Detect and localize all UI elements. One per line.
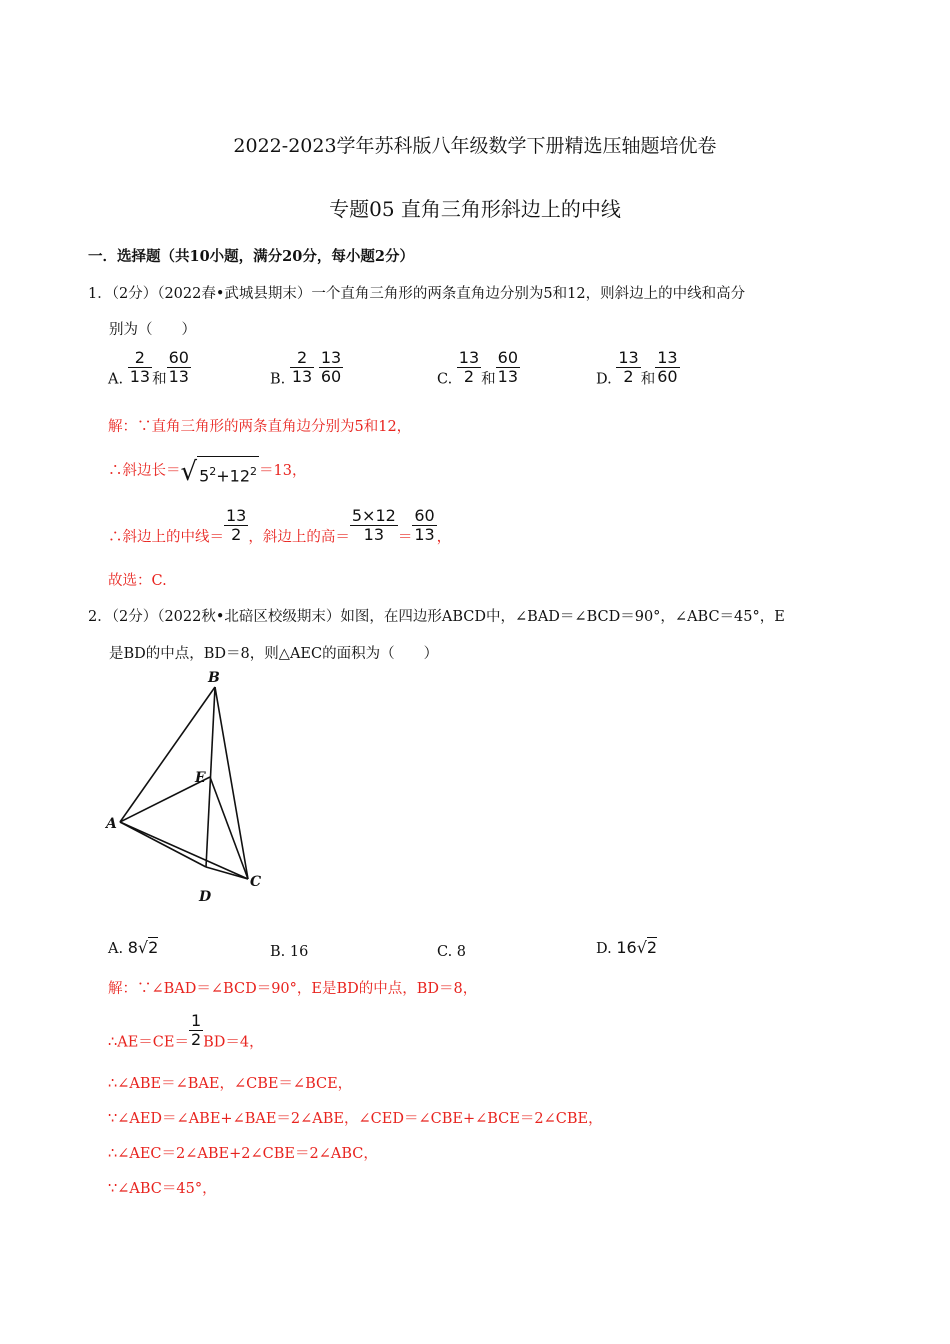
radicand <box>197 456 259 489</box>
fraction <box>319 349 343 386</box>
q2-solution-line6: ∵∠ABC＝45°， <box>108 1181 217 1197</box>
fraction <box>224 507 248 544</box>
segment-ab <box>120 687 215 822</box>
page-subtitle: 专题05 直角三角形斜边上的中线 <box>329 197 621 221</box>
fraction <box>189 1012 203 1049</box>
q2-option-d[interactable] <box>596 938 657 957</box>
q2-stem-line2: 是BD的中点，BD＝8，则△AEC的面积为（ ） <box>109 646 439 662</box>
option-value: 16 <box>289 944 309 960</box>
segment-ac <box>120 822 248 879</box>
q2-option-a[interactable] <box>108 938 158 957</box>
radical-sign: √ <box>137 938 149 957</box>
fraction <box>496 349 520 386</box>
numerator: 60 <box>414 506 435 525</box>
q1-stem-line2: 别为（ ） <box>109 322 196 338</box>
denominator: 60 <box>320 367 342 386</box>
denominator: 13 <box>129 367 151 386</box>
option-value: 8 <box>456 944 467 960</box>
numerator: 2 <box>128 349 152 368</box>
quadrilateral-figure <box>100 665 270 905</box>
denominator: 60 <box>657 367 678 386</box>
q2-option-b[interactable] <box>270 944 308 960</box>
option-letter: B. <box>270 371 286 388</box>
coefficient: 8 <box>127 938 138 957</box>
page-title: 2022-2023学年苏科版八年级数学下册精选压轴题培优卷 <box>233 135 717 157</box>
segment-bc <box>215 687 248 879</box>
radical-expression <box>616 937 657 957</box>
denominator: 2 <box>231 525 242 544</box>
text: ，斜边上的高＝ <box>248 529 350 546</box>
text: BD＝4， <box>203 1034 264 1051</box>
exponent: 2 <box>250 464 258 478</box>
q1-option-c[interactable] <box>437 349 520 389</box>
numerator: 13 <box>657 348 678 367</box>
denominator: 13 <box>363 525 385 544</box>
q2-option-c[interactable] <box>437 944 466 960</box>
label-e: E <box>195 770 206 786</box>
option-letter: D. <box>596 941 612 957</box>
numerator: 13 <box>458 348 480 367</box>
q1-solution-line2 <box>108 453 306 489</box>
numerator: 1 <box>190 1011 202 1030</box>
fraction <box>350 507 398 544</box>
and-word: 和 <box>481 371 496 388</box>
denominator: 13 <box>291 367 313 386</box>
radical-expression <box>128 937 159 957</box>
radical-sign: √ <box>180 457 198 487</box>
fraction <box>412 507 436 544</box>
q1-option-d[interactable] <box>596 349 680 389</box>
and-word: 和 <box>640 371 656 388</box>
q1-solution-line4: 故选：C. <box>108 573 167 589</box>
numerator: 60 <box>168 348 189 367</box>
radicand: 2 <box>646 938 658 957</box>
section-heading: 一．选择题（共10小题，满分20分，每小题2分） <box>88 248 414 265</box>
text: ∴斜边长＝ <box>108 463 181 479</box>
q2-solution-line1: 解：∵∠BAD＝∠BCD＝90°，E是BD的中点，BD＝8， <box>108 981 478 997</box>
q1-solution-line3 <box>108 507 451 547</box>
fraction <box>128 349 152 386</box>
fraction <box>457 349 481 386</box>
numerator: 60 <box>497 348 519 367</box>
numerator: 13 <box>618 348 639 367</box>
option-letter: C. <box>437 371 453 388</box>
q2-solution-line3: ∴∠ABE＝∠BAE，∠CBE＝∠BCE， <box>108 1076 353 1092</box>
denominator: 2 <box>623 367 634 386</box>
radical-sign: √ <box>636 938 647 957</box>
option-letter: D. <box>596 371 612 388</box>
q2-solution-line4: ∵∠AED＝∠ABE+∠BAE＝2∠ABE，∠CED＝∠CBE+∠BCE＝2∠CBE， <box>108 1111 603 1127</box>
option-letter: C. <box>437 944 453 960</box>
denominator: 2 <box>463 367 475 386</box>
fraction <box>290 349 314 386</box>
text: ＝13， <box>259 463 307 479</box>
numerator: 5×12 <box>351 506 396 525</box>
numerator: 13 <box>226 506 247 525</box>
denominator: 13 <box>168 367 189 386</box>
denominator: 13 <box>414 525 435 544</box>
label-d: D <box>199 889 212 905</box>
fraction <box>167 349 191 386</box>
text: ∴AE＝CE＝ <box>108 1034 189 1051</box>
label-a: A <box>106 816 117 832</box>
denominator: 2 <box>190 1030 202 1049</box>
segment-ec <box>210 777 248 879</box>
q2-solution-line5: ∴∠AEC＝2∠ABE+2∠CBE＝2∠ABC， <box>108 1146 378 1162</box>
numerator: 2 <box>290 349 314 368</box>
coefficient: 16 <box>616 938 637 957</box>
segment-ad <box>120 822 206 867</box>
q2-stem-line1: 2．（2分）（2022秋•北碚区校级期末）如图，在四边形ABCD中，∠BAD＝∠BCD＝90°，∠ABC＝45°，E <box>88 609 785 625</box>
label-c: C <box>250 874 262 890</box>
denominator: 13 <box>497 367 519 386</box>
text: ＝ <box>397 529 413 546</box>
label-b: B <box>208 670 220 686</box>
numerator: 13 <box>320 348 342 367</box>
and-word: 和 <box>152 371 167 388</box>
radicand: 2 <box>148 938 159 957</box>
fraction <box>616 349 640 386</box>
text: ∴斜边上的中线＝ <box>108 529 224 546</box>
exponent: 2 <box>209 464 217 478</box>
option-letter: A. <box>108 941 124 957</box>
q1-stem-line1: 1．（2分）（2022春•武城县期末）一个直角三角形的两条直角边分别为5和12，则斜边上的中线和高分 <box>88 286 746 302</box>
base: 5 <box>199 466 210 485</box>
q1-option-a[interactable] <box>108 349 191 389</box>
term: +12 <box>216 466 251 485</box>
option-letter: B. <box>270 944 286 960</box>
option-letter: A. <box>108 371 124 388</box>
fraction <box>655 349 679 386</box>
q1-solution-line1: 解：∵直角三角形的两条直角边分别为5和12， <box>108 419 412 435</box>
q2-solution-line2 <box>108 1012 264 1052</box>
q1-option-b[interactable] <box>270 349 343 388</box>
text: ， <box>436 529 452 546</box>
